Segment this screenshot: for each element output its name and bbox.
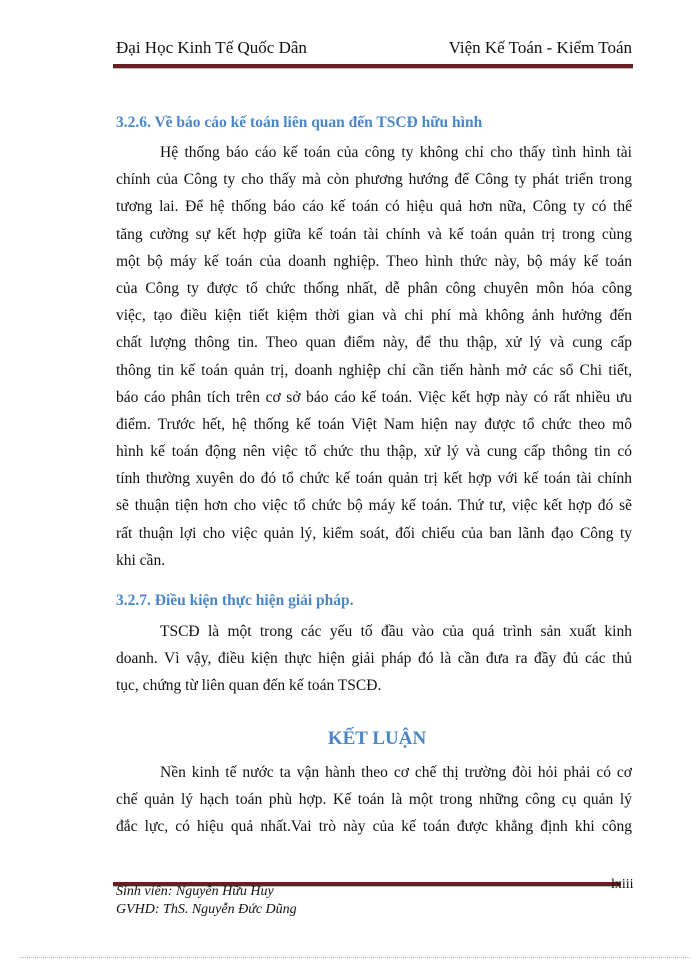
text-line: Nền kinh tế nước ta vận hành theo cơ chế thị trường đòi hỏi phải có cơ	[160, 764, 632, 781]
text-line: tính thường xuyên do đó tổ chức kế toán quản trị kết hợp với kế toán tài chính	[116, 470, 632, 488]
text-line: chính của Công ty cho thấy mà còn phương hướng để Công ty phát triển trong	[116, 171, 632, 189]
text-line: rất thuận lợi cho việc quản lý, kiểm soát, đối chiếu của ban lãnh đạo Công ty	[116, 524, 632, 542]
text-line: của Công ty được tổ chức thống nhất, dễ phân công chuyên môn hóa công	[116, 279, 632, 297]
text-line: sẽ thuận tiện hơn cho việc tổ chức bộ máy kế toán. Thứ tư, việc kết hợp đó sẽ	[116, 497, 632, 515]
text-line: chế quản lý hạch toán phù hợp. Kế toán là một trong những công cụ quản lý	[116, 791, 632, 809]
text-line: TSCĐ là một trong các yếu tố đầu vào của quá trình sản xuất kinh	[160, 623, 632, 640]
section-3-2-6-paragraph	[116, 139, 632, 574]
text-line: tục, chứng từ liên quan đến kế toán TSCĐ.	[116, 677, 382, 695]
footer-student: Sinh viên: Nguyễn Hữu Huy	[116, 884, 274, 899]
section-heading-3-2-6: 3.2.6. Về báo cáo kế toán liên quan đến TSCĐ hữu hình	[116, 114, 483, 131]
text-line: một bộ máy kế toán của doanh nghiệp. Theo hình thức này, bộ máy kế toán	[116, 252, 632, 270]
text-line: thông tin kế toán quản trị, doanh nghiệp chỉ cần tiến hành mở các sổ Chi tiết,	[116, 361, 632, 379]
section-heading-3-2-7: 3.2.7. Điều kiện thực hiện giải pháp.	[116, 592, 354, 609]
page-boundary	[20, 957, 690, 958]
header-university: Đại Học Kinh Tế Quốc Dân	[116, 38, 307, 57]
section-3-2-7-paragraph	[116, 618, 632, 700]
header-rule	[113, 64, 633, 69]
text-line: Hệ thống báo cáo kế toán của công ty không chỉ cho thấy tình hình tài	[160, 144, 632, 161]
text-line: hình kế toán động nên việc tổ chức thu thập, xử lý và cung cấp thông tin có	[116, 443, 632, 461]
header-institute: Viện Kế Toán - Kiểm Toán	[448, 38, 632, 57]
conclusion-paragraph	[116, 759, 632, 841]
text-line: báo cáo phân tích trên cơ sở báo cáo kế toán. Việc kết hợp này có rất nhiều ưu	[116, 388, 632, 406]
text-line: điểm. Trước hết, hệ thống kế toán Việt Nam hiện nay được tổ chức theo mô	[116, 415, 632, 433]
text-line: đắc lực, có hiệu quả nhất.Vai trò này của kế toán được khẳng định khi công	[116, 818, 632, 836]
text-line: tăng cường sự kết hợp giữa kế toán tài chính và kế toán quản trị trong cùng	[116, 225, 632, 243]
page-number: lxiii	[611, 877, 634, 892]
text-line: tương lai. Để hệ thống báo cáo kế toán có hiệu quả hơn nữa, Công ty có thể	[116, 198, 632, 216]
footer-advisor: GVHD: ThS. Nguyễn Đức Dũng	[116, 902, 297, 917]
text-line: chất lượng thông tin. Theo quan điểm này, để thu thập, xử lý và cung cấp	[116, 334, 632, 352]
text-line: doanh. Vì vậy, điều kiện thực hiện giải pháp đó là cần đưa ra đầy đủ các thủ	[116, 650, 632, 668]
text-line: việc, tạo điều kiện tiết kiệm thời gian và chi phí mà không ảnh hưởng đến	[116, 307, 632, 325]
conclusion-title: KẾT LUẬN	[327, 728, 427, 749]
text-line: khi cần.	[116, 551, 166, 569]
